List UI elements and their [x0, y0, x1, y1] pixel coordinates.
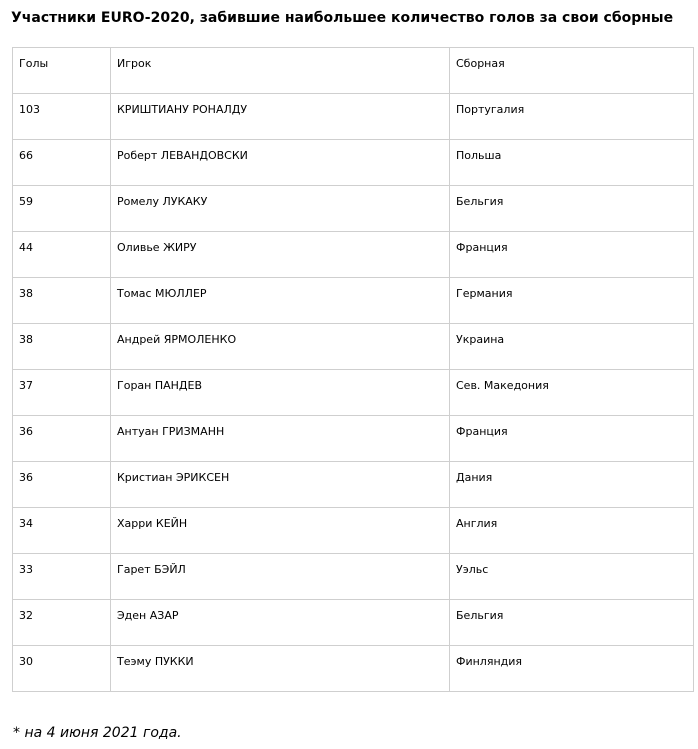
player-cell: Роберт ЛЕВАНДОВСКИ [111, 140, 450, 186]
column-header-team: Сборная [450, 48, 694, 94]
team-cell: Украина [450, 324, 694, 370]
player-cell: Теэму ПУККИ [111, 646, 450, 692]
goals-cell: 36 [13, 416, 111, 462]
table-row [13, 416, 694, 462]
table-row [13, 646, 694, 692]
player-cell: КРИШТИАНУ РОНАЛДУ [111, 94, 450, 140]
goals-cell: 38 [13, 278, 111, 324]
team-cell: Германия [450, 278, 694, 324]
table-row [13, 186, 694, 232]
player-cell: Гарет БЭЙЛ [111, 554, 450, 600]
table-row [13, 600, 694, 646]
team-cell: Франция [450, 232, 694, 278]
team-cell: Бельгия [450, 186, 694, 232]
page-title: Участники EURO-2020, забившие наибольшее количество голов за свои сборные [11, 10, 674, 26]
goals-cell: 103 [13, 94, 111, 140]
table-row [13, 462, 694, 508]
team-cell: Португалия [450, 94, 694, 140]
player-cell: Кристиан ЭРИКСЕН [111, 462, 450, 508]
team-cell: Уэльс [450, 554, 694, 600]
table-row [13, 94, 694, 140]
goals-cell: 38 [13, 324, 111, 370]
goals-cell: 37 [13, 370, 111, 416]
team-cell: Англия [450, 508, 694, 554]
team-cell: Польша [450, 140, 694, 186]
table-row [13, 370, 694, 416]
table-row [13, 140, 694, 186]
goals-cell: 59 [13, 186, 111, 232]
table-row [13, 508, 694, 554]
column-header-goals: Голы [13, 48, 111, 94]
column-header-player: Игрок [111, 48, 450, 94]
player-cell: Томас МЮЛЛЕР [111, 278, 450, 324]
team-cell: Франция [450, 416, 694, 462]
team-cell: Дания [450, 462, 694, 508]
player-cell: Оливье ЖИРУ [111, 232, 450, 278]
table-row [13, 232, 694, 278]
team-cell: Бельгия [450, 600, 694, 646]
goals-cell: 34 [13, 508, 111, 554]
player-cell: Горан ПАНДЕВ [111, 370, 450, 416]
player-cell: Ромелу ЛУКАКУ [111, 186, 450, 232]
goals-cell: 33 [13, 554, 111, 600]
goals-cell: 66 [13, 140, 111, 186]
table-row [13, 278, 694, 324]
table-header-row [13, 48, 694, 94]
player-cell: Андрей ЯРМОЛЕНКО [111, 324, 450, 370]
team-cell: Финляндия [450, 646, 694, 692]
goals-cell: 30 [13, 646, 111, 692]
table-row [13, 324, 694, 370]
goals-cell: 36 [13, 462, 111, 508]
player-cell: Харри КЕЙН [111, 508, 450, 554]
goals-cell: 32 [13, 600, 111, 646]
goals-cell: 44 [13, 232, 111, 278]
player-cell: Эден АЗАР [111, 600, 450, 646]
table-row [13, 554, 694, 600]
player-cell: Антуан ГРИЗМАНН [111, 416, 450, 462]
footnote: * на 4 июня 2021 года. [13, 725, 182, 741]
top-scorers-table [12, 47, 694, 692]
team-cell: Сев. Македония [450, 370, 694, 416]
